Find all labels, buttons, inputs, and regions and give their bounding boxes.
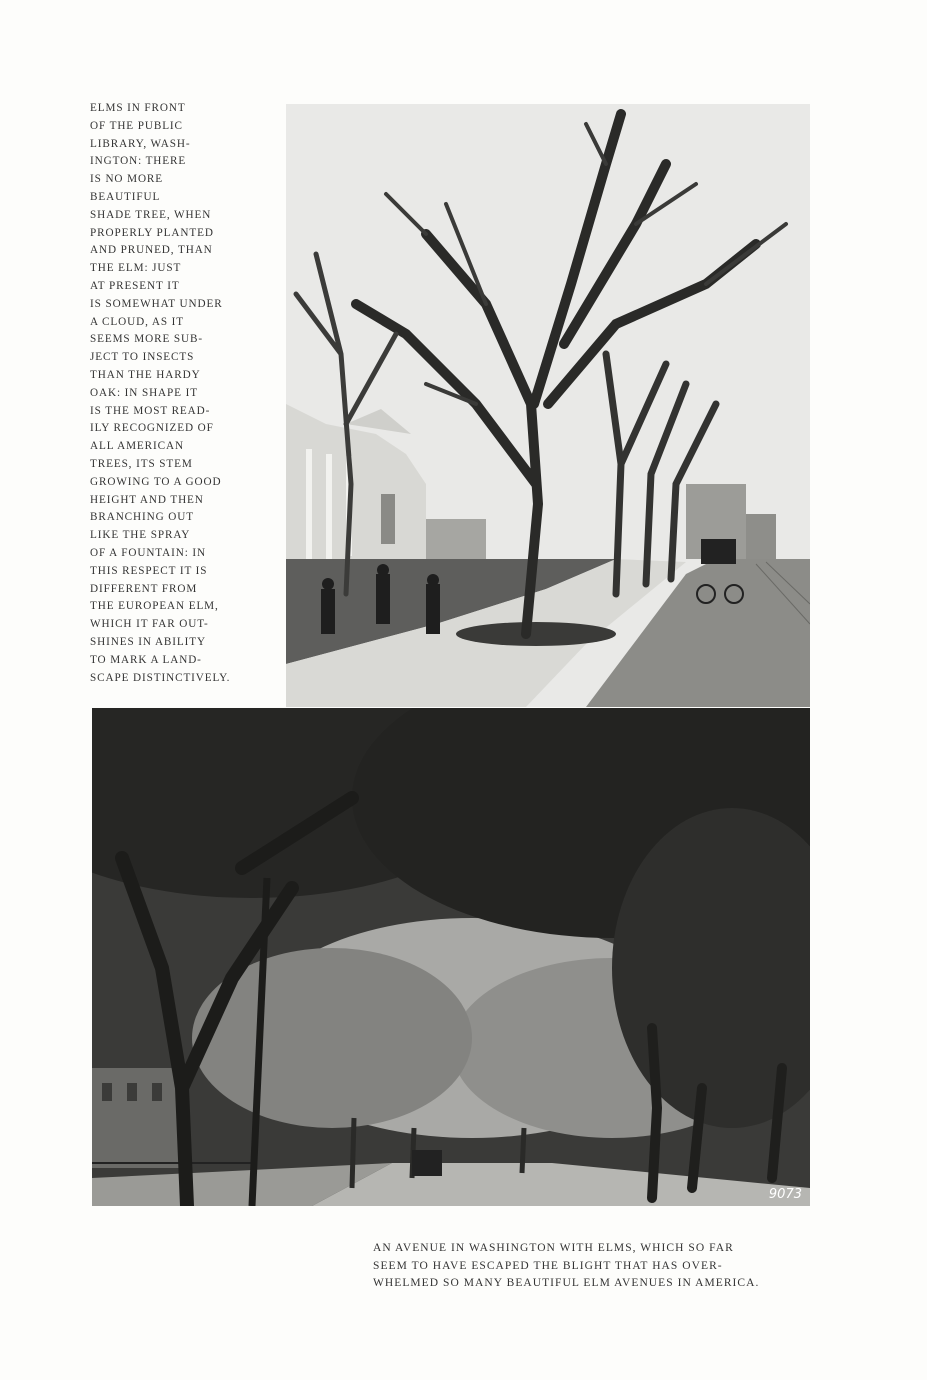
- bottom-photo-caption: AN AVENUE IN WASHINGTON WITH ELMS, WHICH SO FAR SEEM TO HAVE ESCAPED THE BLIGHT THAT HAS OVER- WHELMED SO MANY BEAUTIFUL ELM AVENUES IN AMERICA.: [373, 1242, 760, 1289]
- plate-number: 9073: [768, 1187, 802, 1202]
- elms-library-photo: [286, 104, 810, 707]
- elm-avenue-illustration: [92, 708, 810, 1206]
- elms-library-illustration: [286, 104, 810, 707]
- top-photo-caption: ELMS IN FRONT OF THE PUBLIC LIBRARY, WASH- INGTON: THERE IS NO MORE BEAUTIFUL SHADE TREE, WHEN PROPERLY PLANTED AND PRUNED, THAN THE ELM: JUST AT PRESENT IT IS SOMEWHAT UNDER A CLOUD, AS IT SEEMS MORE SUB- JECT TO INSECTS THAN THE HARDY OAK: IN SHAPE IT IS THE MOST READ- ILY RECOGNIZED OF ALL AMERICAN TREES, ITS STEM GROWING TO A GOOD HEIGHT AND THEN BRANCHING OUT LIKE THE SPRAY OF A FOUNTAIN: IN THIS RESPECT IT IS DIFFERENT FROM THE EUROPEAN ELM, WHICH IT FAR OUT- SHINES IN ABILITY TO MARK A LAND- SCAPE DISTINCTIVELY.: [90, 102, 231, 684]
- elm-avenue-photo: [92, 708, 810, 1206]
